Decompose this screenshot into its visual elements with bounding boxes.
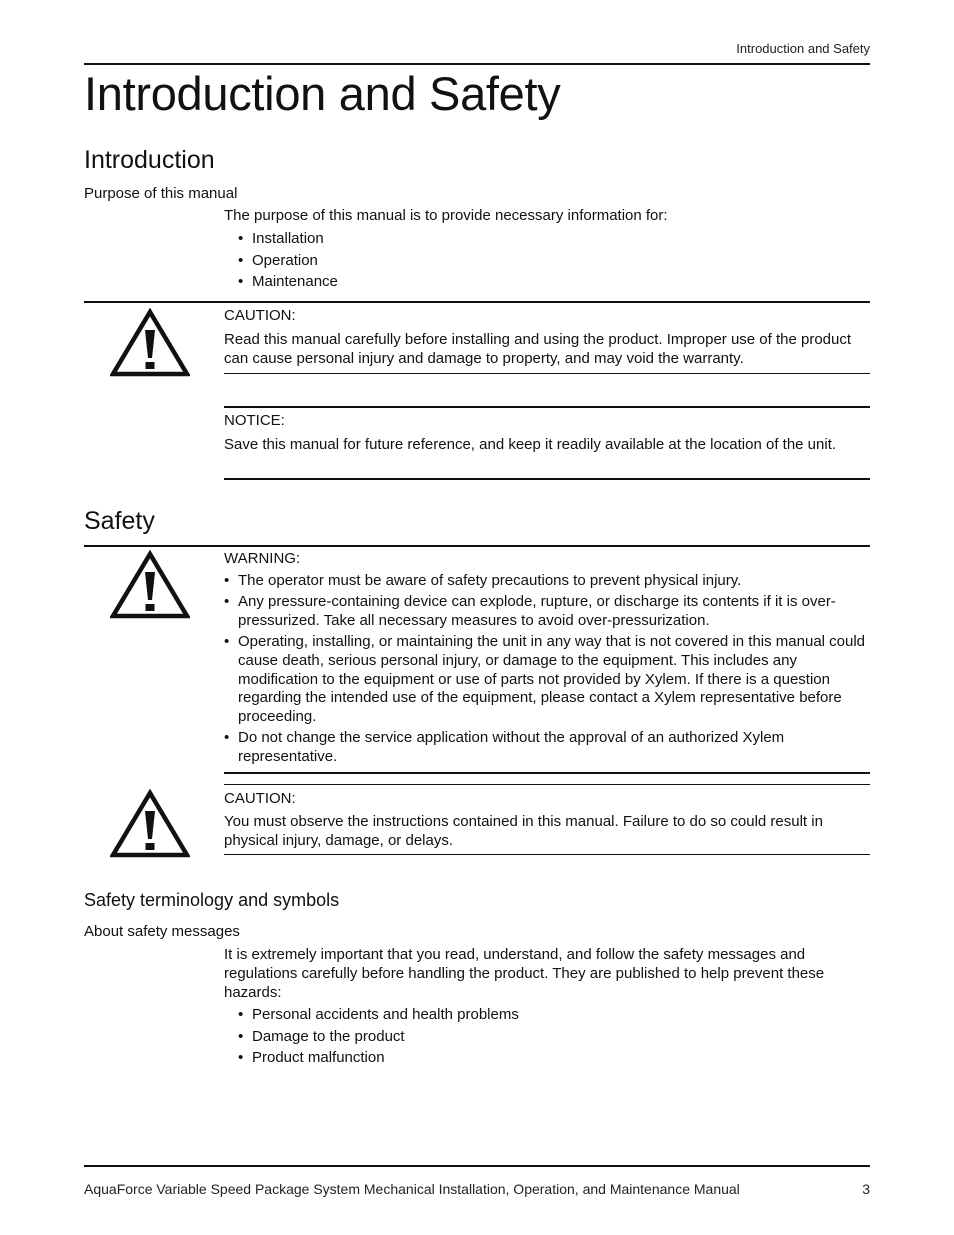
- list-item: • Maintenance: [238, 271, 338, 293]
- caution2-text: You must observe the instructions contained in this manual. Failure to do so could result in physical injury, damage, or delays.: [224, 813, 823, 849]
- notice-label: NOTICE:: [224, 412, 285, 429]
- list-item: • Product malfunction: [238, 1047, 519, 1069]
- notice-text: Save this manual for future reference, and keep it readily available at the location of the unit.: [224, 436, 837, 453]
- notice-top-rule: [224, 406, 870, 408]
- page-title: Introduction and Safety: [84, 67, 561, 120]
- caution-bottom-rule: [224, 373, 870, 374]
- header-rule: [84, 63, 870, 65]
- hazards-list: [238, 1004, 519, 1069]
- list-item: • Installation: [238, 228, 338, 250]
- running-header: Introduction and Safety: [736, 41, 870, 56]
- messages-text: It is extremely important that you read, understand, and follow the safety messages and regulations carefully before handling the product. They are published to help prevent these hazards:: [224, 946, 825, 1001]
- list-item: • Do not change the service application without the approval of an authorized Xylem representative.: [224, 729, 870, 766]
- list-item: • Operating, installing, or maintaining the unit in any way that is not covered in this manual could cause death, serious personal injury, or damage to the equipment. This includes any modification to the equipment or use of parts not provided by Xylem. If there is a question regarding the intended use of the equipment, please contact a Xylem representative before proceeding.: [224, 633, 870, 727]
- page-number: 3: [862, 1181, 870, 1197]
- purpose-list: [238, 228, 338, 293]
- messages-heading: About safety messages: [84, 923, 240, 940]
- list-item: • Personal accidents and health problems: [238, 1004, 519, 1026]
- introduction-heading: Introduction: [84, 146, 215, 174]
- purpose-heading: Purpose of this manual: [84, 185, 238, 202]
- notice-bottom-rule: [224, 478, 870, 480]
- warning-bottom-rule: [224, 772, 870, 774]
- purpose-text: The purpose of this manual is to provide necessary information for:: [224, 207, 668, 224]
- footer-manual-title: AquaForce Variable Speed Package System Mechanical Installation, Operation, and Maintenance Manual: [84, 1181, 740, 1197]
- warning-top-rule: [84, 545, 870, 547]
- footer-rule: [84, 1165, 870, 1167]
- warning-triangle-icon: [110, 789, 190, 859]
- terminology-heading: Safety terminology and symbols: [84, 890, 340, 910]
- caution2-top-rule: [224, 784, 870, 785]
- list-item: • Operation: [238, 250, 338, 272]
- warning-triangle-icon: [110, 308, 190, 378]
- warning-label: WARNING:: [224, 550, 301, 567]
- caution-label: CAUTION:: [224, 307, 296, 324]
- list-item: • Any pressure-containing device can explode, rupture, or discharge its contents if it is over-pressurized. Take all necessary measures to avoid over-pressurization.: [224, 593, 870, 630]
- caution2-bottom-rule: [224, 854, 870, 855]
- list-item: • The operator must be aware of safety precautions to prevent physical injury.: [224, 572, 870, 591]
- caution-text: Read this manual carefully before installing and using the product. Improper use of the product can cause personal injury and damage to property, and may void the warranty.: [224, 331, 852, 367]
- warning-triangle-icon: [110, 550, 190, 620]
- caution-top-rule: [84, 301, 870, 303]
- safety-heading: Safety: [84, 507, 155, 535]
- warning-list: [224, 572, 870, 769]
- caution2-label: CAUTION:: [224, 790, 296, 807]
- list-item: • Damage to the product: [238, 1026, 519, 1048]
